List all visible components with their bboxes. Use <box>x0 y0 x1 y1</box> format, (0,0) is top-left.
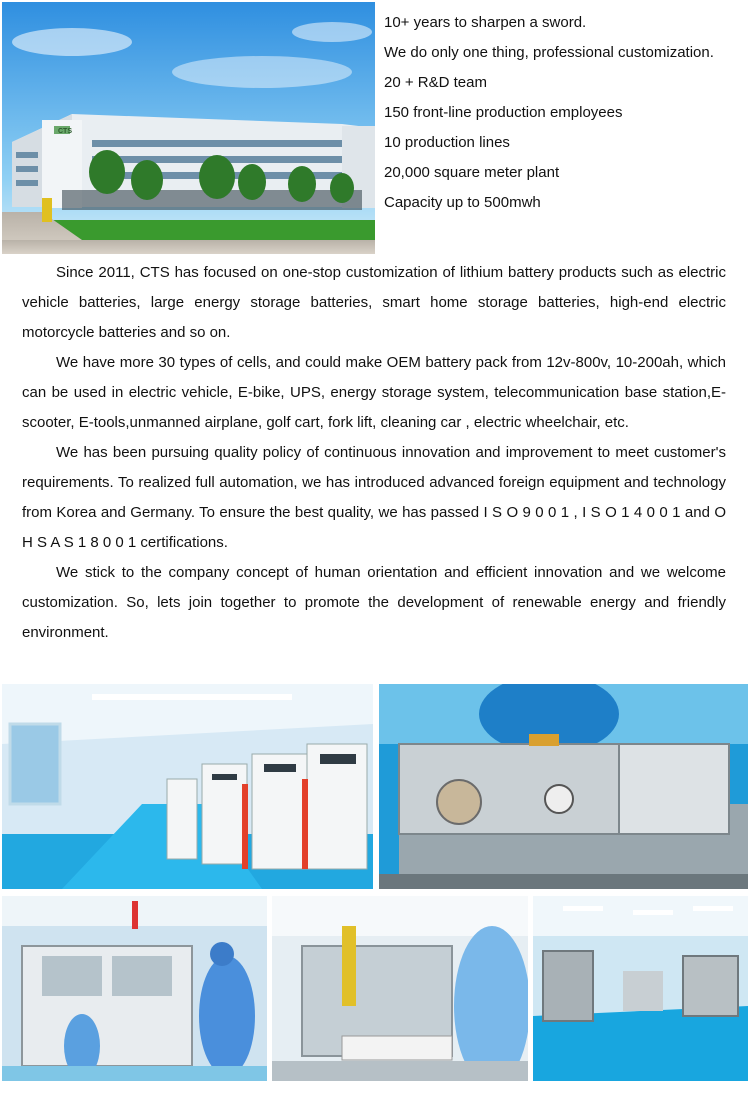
factory-building-photo <box>2 2 375 254</box>
paragraph-concept: We stick to the company concept of human orientation and efficient innovation and we welcome customization. So, lets join together to promote the development of renewable energy and friendly environment. <box>22 564 726 641</box>
lab-worker-photo <box>272 896 528 1081</box>
fact-item: We do only one thing, professional customization. <box>384 44 714 61</box>
fact-item: 10+ years to sharpen a sword. <box>384 14 587 31</box>
factory-sign-text: CTS <box>58 128 72 135</box>
fact-item: Capacity up to 500mwh <box>384 194 541 211</box>
paragraph-products: We have more 30 types of cells, and could make OEM battery pack from 12v-800v, 10-200ah, which can be used in electric vehicle, E-bike, UPS, energy storage system, telecommunication base station,E-scooter, E-tools,unmanned airplane, golf cart, fork lift, cleaning car , electric wheelchair, etc. <box>22 354 726 431</box>
company-description <box>22 258 726 648</box>
fact-item: 10 production lines <box>384 134 510 151</box>
clean-room-corridor-photo <box>2 684 373 889</box>
production-hall-photo <box>533 896 748 1081</box>
cell-welding-machine-photo <box>379 684 748 889</box>
fact-item: 20,000 square meter plant <box>384 164 560 181</box>
assembly-line-workers-photo <box>2 896 267 1081</box>
fact-item: 150 front-line production employees <box>384 104 623 121</box>
company-facts-list <box>384 8 746 218</box>
paragraph-history: Since 2011, CTS has focused on one-stop customization of lithium battery products such as electric vehicle batteries, large energy storage batteries, smart home storage batteries, high-end electric motorcycle batteries and so on. <box>22 264 726 341</box>
paragraph-quality: We has been pursuing quality policy of continuous innovation and improvement to meet customer's requirements. To realized full automation, we has introduced advanced foreign equipment and technology from Korea and Germany. To ensure the best quality, we has passed I S O 9 0 0 1 , I S O 1 4 0 0 1 and O H S A S 1 8 0 0 1 certifications. <box>22 444 726 551</box>
fact-item: 20 + R&D team <box>384 74 487 91</box>
